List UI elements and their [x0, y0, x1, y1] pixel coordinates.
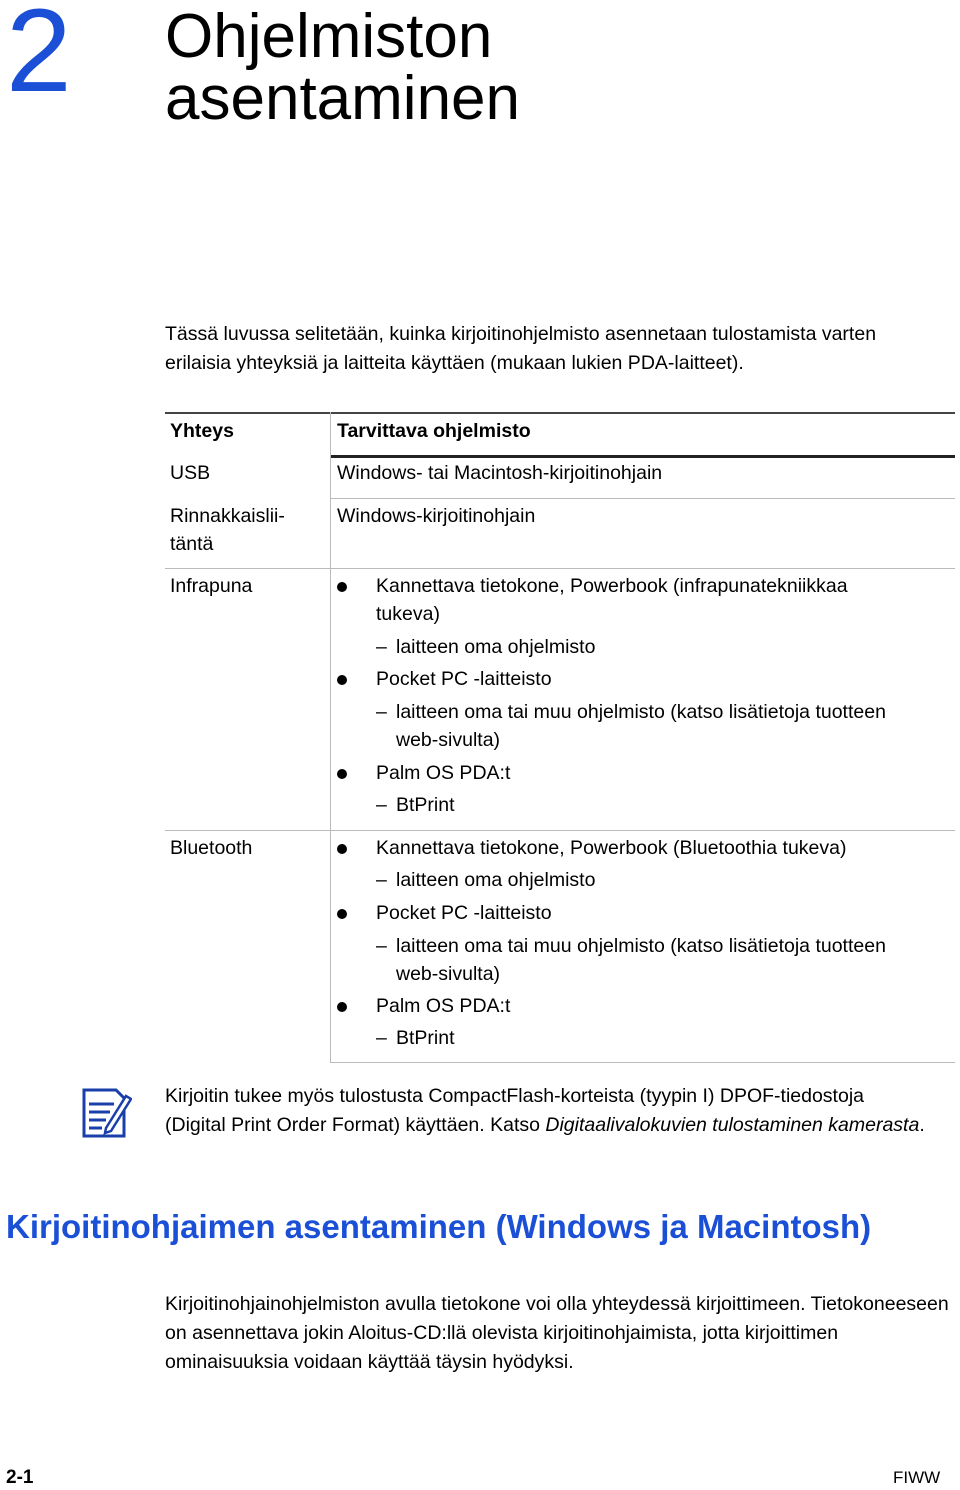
dash-icon: –: [376, 869, 387, 891]
table-bottom-rule: [330, 1062, 955, 1063]
bluetooth-item2-sub-line1: laitteen oma tai muu ohjelmisto (katso lisätietoja tuotteen: [396, 935, 886, 957]
section-body: Kirjoitinohjainohjelmiston avulla tietokone voi olla yhteydessä kirjoittimeen. Tietokoneeseen on asennettava jokin Aloitus-CD:llä olevista kirjoitinohjaimista, jotta kirjoittimen ominaisuuksia voidaan käyttää täysin hyödyksi.: [165, 1293, 949, 1373]
row-infrared-connection: Infrapuna: [170, 575, 253, 597]
bullet-icon: [337, 909, 347, 919]
bluetooth-item1: Kannettava tietokone, Powerbook (Bluetoothia tukeva): [376, 837, 847, 859]
note-text: [165, 1082, 925, 1140]
row-parallel-connection-line2: täntä: [170, 533, 214, 555]
bluetooth-item2-sub-line2: web-sivulta): [396, 963, 501, 985]
intro-paragraph: Tässä luvussa selitetään, kuinka kirjoitinohjelmisto asennetaan tulostamista varten erilaisia yhteyksiä ja laitteita käyttäen (mukaan lukien PDA-laitteet).: [165, 323, 877, 374]
infrared-item1-line1: Kannettava tietokone, Powerbook (infrapunatekniikkaa: [376, 575, 848, 597]
section-heading: Kirjoitinohjaimen asentaminen (Windows ja Macintosh): [6, 1208, 872, 1245]
infrared-item3: Palm OS PDA:t: [376, 762, 511, 784]
bullet-icon: [337, 582, 347, 592]
bullet-icon: [337, 1002, 347, 1012]
table-row-rule: [165, 830, 955, 831]
chapter-number: 2: [6, 0, 72, 117]
table-top-rule: [165, 412, 955, 414]
row-parallel-connection-line1: Rinnakkaislii-: [170, 505, 285, 527]
table-column-divider: [330, 412, 331, 1062]
chapter-title-line1: Ohjelmiston: [165, 2, 493, 71]
table-row-rule: [165, 568, 955, 569]
dash-icon: –: [376, 636, 387, 658]
bullet-icon: [337, 844, 347, 854]
infrared-item1-sub: laitteen oma ohjelmisto: [396, 636, 596, 658]
table-row-rule: [330, 498, 955, 499]
bluetooth-item3-sub: BtPrint: [396, 1027, 455, 1049]
infrared-item3-sub: BtPrint: [396, 794, 455, 816]
page-number: 2-1: [6, 1467, 34, 1488]
dash-icon: –: [376, 701, 387, 723]
row-parallel-software: Windows-kirjoitinohjain: [337, 505, 536, 527]
dash-icon: –: [376, 794, 387, 816]
header-software: Tarvittava ohjelmisto: [337, 420, 531, 442]
bluetooth-item2: Pocket PC -laitteisto: [376, 902, 552, 924]
note-text-end: .: [919, 1114, 925, 1136]
row-usb-software: Windows- tai Macintosh-kirjoitinohjain: [337, 462, 663, 484]
dash-icon: –: [376, 935, 387, 957]
bullet-icon: [337, 675, 347, 685]
footer-code: FIWW: [893, 1468, 941, 1487]
infrared-item1-line2: tukeva): [376, 603, 440, 625]
dash-icon: –: [376, 1027, 387, 1049]
row-usb-connection: USB: [170, 462, 211, 484]
chapter-title-line2: asentaminen: [165, 64, 521, 133]
chapter-title: [165, 2, 521, 133]
bullet-icon: [337, 769, 347, 779]
bluetooth-item3: Palm OS PDA:t: [376, 995, 511, 1017]
infrared-item2-sub-line2: web-sivulta): [396, 729, 501, 751]
infrared-item2-sub-line1: laitteen oma tai muu ohjelmisto (katso lisätietoja tuotteen: [396, 701, 886, 723]
table-header-rule: [330, 455, 955, 458]
infrared-item2: Pocket PC -laitteisto: [376, 668, 552, 690]
bluetooth-item1-sub: laitteen oma ohjelmisto: [396, 869, 596, 891]
note-pencil-icon: [80, 1084, 132, 1140]
row-bluetooth-connection: Bluetooth: [170, 837, 253, 859]
note-text-plain: Kirjoitin tukee myös tulostusta CompactFlash-korteista (tyypin I) DPOF-tiedostoja (Digital Print Order Format) käyttäen. Katso: [165, 1085, 865, 1136]
header-connection: Yhteys: [170, 420, 234, 442]
note-text-link: Digitaalivalokuvien tulostaminen kamerasta: [545, 1114, 920, 1136]
